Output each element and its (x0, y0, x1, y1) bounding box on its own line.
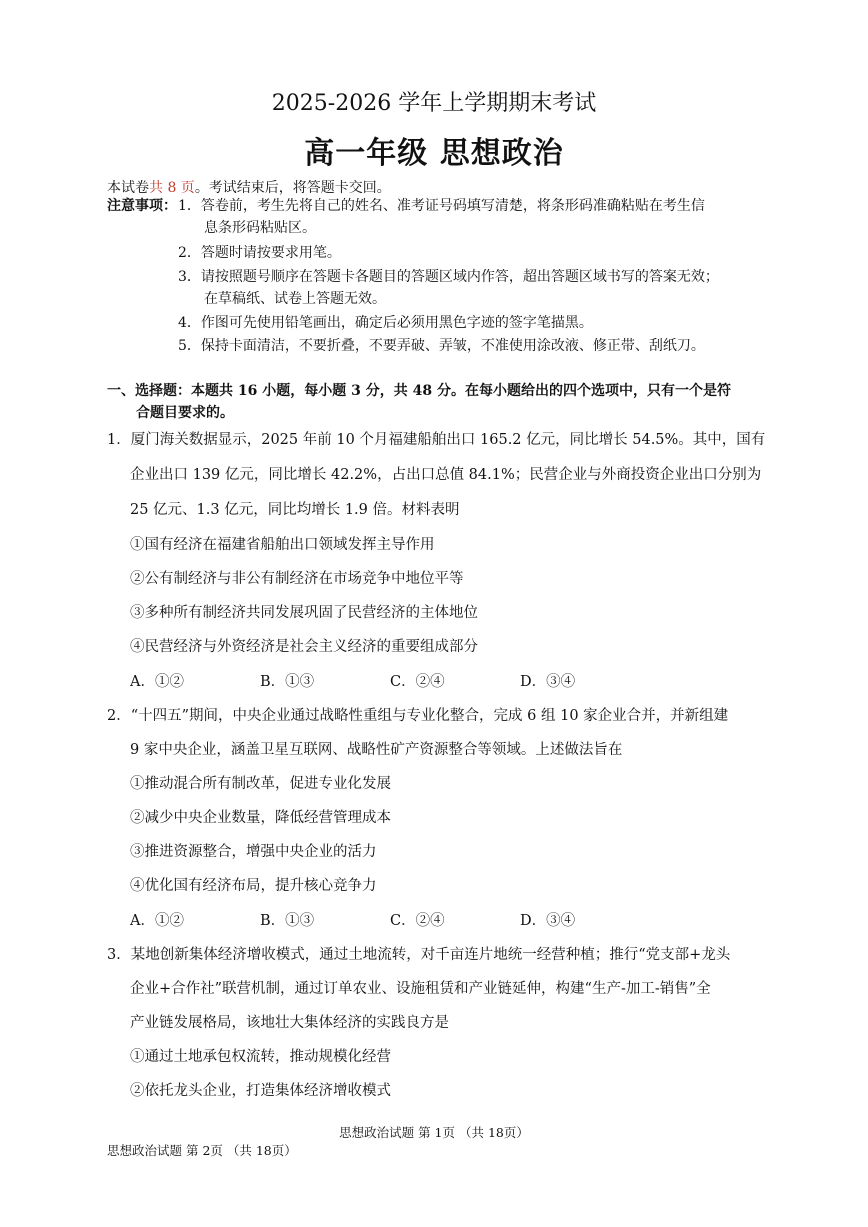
question-3-stem-cont: 企业+合作社”联营机制，通过订单农业、设施租赁和产业链延伸，构建“生产-加工-销售”全 (130, 981, 711, 997)
page-footer: 思想政治试题 第 1页 （共 18页） (339, 1125, 529, 1140)
notes-item: 4．作图可先使用铅笔画出，确定后必须用黑色字迹的签字笔描黑。 (178, 315, 593, 331)
question-1-choice-a: A．①② (130, 674, 184, 690)
section-heading: 一、选择题：本题共 16 小题，每小题 3 分，共 48 分。在每小题给出的四个选项中，只有一个是符 (107, 383, 731, 399)
intro-pages: 共 8 页 (149, 180, 195, 196)
question-3-option: ①通过土地承包权流转，推动规模化经营 (130, 1049, 391, 1065)
question-1-stem-cont: 25 亿元、1.3 亿元，同比均增长 1.9 倍。材料表明 (130, 502, 460, 518)
question-2-choice-d: D．③④ (520, 913, 576, 929)
notes-item-cont: 在草稿纸、试卷上答题无效。 (204, 291, 386, 307)
question-2-stem: 2．“十四五”期间，中央企业通过战略性重组与专业化整合，完成 6 组 10 家企业合并，并新组建 (107, 708, 729, 724)
notes-item: 5．保持卡面清洁，不要折叠，不要弄破、弄皱，不准使用涂改液、修正带、刮纸刀。 (178, 338, 705, 354)
intro-line (107, 177, 391, 197)
question-1-stem: 1．厦门海关数据显示，2025 年前 10 个月福建船舶出口 165.2 亿元，同比增长 54.5%。其中，国有 (107, 432, 766, 448)
notes-item: 2．答题时请按要求用笔。 (178, 245, 341, 261)
question-2-stem-cont: 9 家中央企业，涵盖卫星互联网、战略性矿产资源整合等领域。上述做法旨在 (130, 742, 623, 758)
question-3-stem: 3．某地创新集体经济增收模式，通过土地流转，对千亩连片地统一经营种植；推行“党支部+龙头 (107, 947, 731, 963)
notes-item-cont: 息条形码粘贴区。 (204, 220, 316, 236)
section-heading-cont: 合题目要求的。 (136, 405, 234, 421)
question-1-stem-cont: 企业出口 139 亿元，同比增长 42.2%，占出口总值 84.1%；民营企业与外商投资企业出口分别为 (130, 467, 762, 483)
exam-title: 2025-2026 学年上学期期末考试 (271, 91, 597, 116)
intro-suffix: 。考试结束后，将答题卡交回。 (194, 180, 391, 196)
question-1-option: ④民营经济与外资经济是社会主义经济的重要组成部分 (130, 639, 478, 655)
question-1-choice-c: C．②④ (390, 674, 445, 690)
question-2-choice-a: A．①② (130, 913, 184, 929)
notes-item: 3．请按照题号顺序在答题卡各题目的答题区域内作答，超出答题区域书写的答案无效； (178, 269, 719, 285)
intro-prefix: 本试卷 (107, 180, 149, 196)
question-2-choice-c: C．②④ (390, 913, 445, 929)
question-1-option: ②公有制经济与非公有制经济在市场竞争中地位平等 (130, 571, 464, 587)
question-2-option: ①推动混合所有制改革，促进专业化发展 (130, 776, 391, 792)
question-2-option: ④优化国有经济布局，提升核心竞争力 (130, 878, 377, 894)
question-2-choice-b: B．①③ (260, 913, 315, 929)
question-1-option: ③多种所有制经济共同发展巩固了民营经济的主体地位 (130, 605, 478, 621)
question-1-choice-b: B．①③ (260, 674, 315, 690)
question-3-option: ②依托龙头企业，打造集体经济增收模式 (130, 1083, 391, 1099)
subject-title: 高一年级 思想政治 (304, 136, 564, 171)
question-2-option: ③推进资源整合，增强中央企业的活力 (130, 844, 377, 860)
question-3-stem-cont: 产业链发展格局，该地壮大集体经济的实践良方是 (130, 1015, 449, 1031)
notes-item: 1．答卷前，考生先将自己的姓名、准考证号码填写清楚，将条形码准确粘贴在考生信 (178, 198, 705, 214)
question-1-choice-d: D．③④ (520, 674, 576, 690)
page-footer-secondary: 思想政治试题 第 2页 （共 18页） (107, 1143, 297, 1158)
notes-label: 注意事项： (107, 198, 177, 214)
question-1-option: ①国有经济在福建省船舶出口领域发挥主导作用 (130, 537, 435, 553)
question-2-option: ②减少中央企业数量，降低经营管理成本 (130, 810, 391, 826)
